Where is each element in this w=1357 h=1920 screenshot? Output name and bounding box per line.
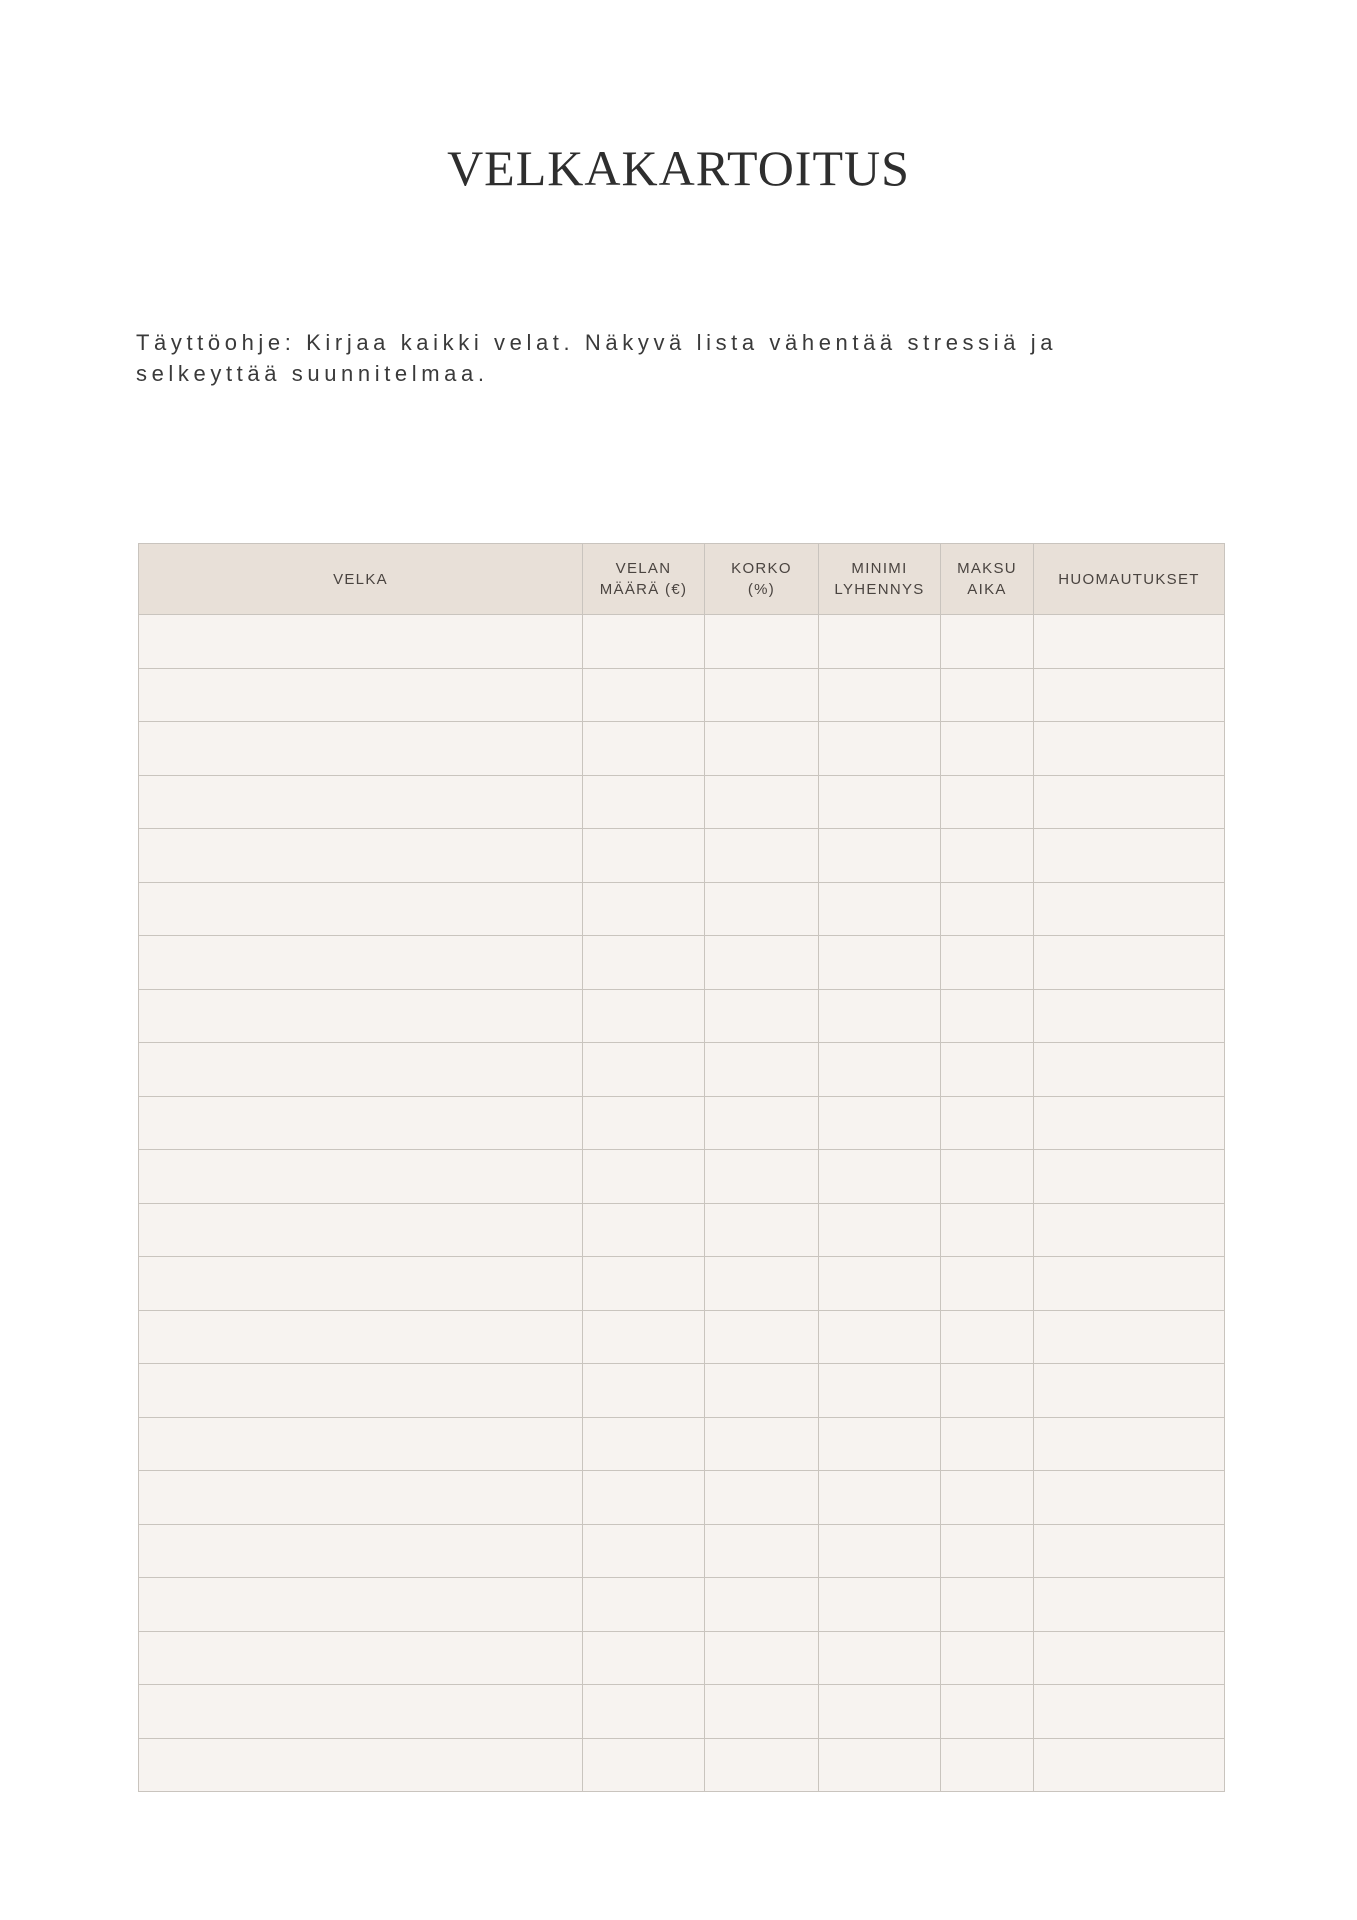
cell-korko[interactable] <box>705 722 819 776</box>
cell-huomautukset[interactable] <box>1034 615 1225 669</box>
cell-huomautukset[interactable] <box>1034 829 1225 883</box>
cell-korko[interactable] <box>705 1738 819 1792</box>
table-row <box>139 1150 1225 1204</box>
cell-korko[interactable] <box>705 775 819 829</box>
table-row <box>139 1310 1225 1364</box>
cell-huomautukset[interactable] <box>1034 989 1225 1043</box>
cell-minimi-lyhennys[interactable] <box>819 775 941 829</box>
cell-velka[interactable] <box>139 1631 583 1685</box>
table-header <box>139 544 1225 615</box>
cell-velka[interactable] <box>139 1471 583 1525</box>
header-maksu-line2: AIKA <box>967 581 1007 598</box>
header-velka <box>139 544 583 615</box>
cell-velan-maara[interactable] <box>583 1578 705 1632</box>
cell-minimi-lyhennys[interactable] <box>819 936 941 990</box>
cell-velka[interactable] <box>139 1096 583 1150</box>
cell-velka[interactable] <box>139 1310 583 1364</box>
cell-korko[interactable] <box>705 1578 819 1632</box>
page-title: VELKAKARTOITUS <box>447 140 910 196</box>
cell-minimi-lyhennys[interactable] <box>819 829 941 883</box>
cell-korko[interactable] <box>705 989 819 1043</box>
cell-maksu-aika[interactable] <box>941 1364 1034 1418</box>
cell-velan-maara[interactable] <box>583 1043 705 1097</box>
cell-minimi-lyhennys[interactable] <box>819 1471 941 1525</box>
cell-korko[interactable] <box>705 882 819 936</box>
cell-korko[interactable] <box>705 1685 819 1739</box>
cell-korko[interactable] <box>705 1096 819 1150</box>
cell-maksu-aika[interactable] <box>941 1631 1034 1685</box>
cell-velan-maara[interactable] <box>583 1417 705 1471</box>
cell-huomautukset[interactable] <box>1034 1417 1225 1471</box>
cell-maksu-aika[interactable] <box>941 1043 1034 1097</box>
cell-huomautukset[interactable] <box>1034 775 1225 829</box>
cell-minimi-lyhennys[interactable] <box>819 1043 941 1097</box>
table-row <box>139 722 1225 776</box>
cell-velan-maara[interactable] <box>583 1203 705 1257</box>
cell-velan-maara[interactable] <box>583 1096 705 1150</box>
cell-korko[interactable] <box>705 1257 819 1311</box>
table-row <box>139 1738 1225 1792</box>
cell-velka[interactable] <box>139 722 583 776</box>
cell-velan-maara[interactable] <box>583 1150 705 1204</box>
cell-maksu-aika[interactable] <box>941 1738 1034 1792</box>
header-maksu-aika <box>941 544 1034 615</box>
cell-maksu-aika[interactable] <box>941 1524 1034 1578</box>
cell-velka[interactable] <box>139 775 583 829</box>
cell-velan-maara[interactable] <box>583 1364 705 1418</box>
cell-maksu-aika[interactable] <box>941 1310 1034 1364</box>
cell-korko[interactable] <box>705 1150 819 1204</box>
cell-maksu-aika[interactable] <box>941 1257 1034 1311</box>
header-velan-maara-line2: MÄÄRÄ (€) <box>599 581 688 598</box>
cell-minimi-lyhennys[interactable] <box>819 1524 941 1578</box>
cell-velan-maara[interactable] <box>583 775 705 829</box>
cell-korko[interactable] <box>705 1524 819 1578</box>
cell-maksu-aika[interactable] <box>941 615 1034 669</box>
cell-maksu-aika[interactable] <box>941 1417 1034 1471</box>
cell-huomautukset[interactable] <box>1034 1150 1225 1204</box>
cell-velka[interactable] <box>139 1685 583 1739</box>
table-row <box>139 936 1225 990</box>
cell-minimi-lyhennys[interactable] <box>819 615 941 669</box>
cell-minimi-lyhennys[interactable] <box>819 1578 941 1632</box>
table-row <box>139 615 1225 669</box>
cell-velka[interactable] <box>139 1203 583 1257</box>
cell-velka[interactable] <box>139 989 583 1043</box>
cell-velka[interactable] <box>139 1364 583 1418</box>
cell-velka[interactable] <box>139 1043 583 1097</box>
cell-velka[interactable] <box>139 1738 583 1792</box>
cell-maksu-aika[interactable] <box>941 1150 1034 1204</box>
cell-velka[interactable] <box>139 1578 583 1632</box>
cell-maksu-aika[interactable] <box>941 829 1034 883</box>
cell-velan-maara[interactable] <box>583 1631 705 1685</box>
cell-korko[interactable] <box>705 615 819 669</box>
cell-huomautukset[interactable] <box>1034 1203 1225 1257</box>
cell-huomautukset[interactable] <box>1034 1364 1225 1418</box>
cell-maksu-aika[interactable] <box>941 989 1034 1043</box>
cell-velan-maara[interactable] <box>583 989 705 1043</box>
cell-minimi-lyhennys[interactable] <box>819 1150 941 1204</box>
header-velan-maara-line1: VELAN <box>615 560 672 577</box>
cell-huomautukset[interactable] <box>1034 1471 1225 1525</box>
cell-korko[interactable] <box>705 1203 819 1257</box>
cell-maksu-aika[interactable] <box>941 1578 1034 1632</box>
cell-minimi-lyhennys[interactable] <box>819 1096 941 1150</box>
cell-minimi-lyhennys[interactable] <box>819 1685 941 1739</box>
cell-velka[interactable] <box>139 936 583 990</box>
header-korko <box>705 544 819 615</box>
cell-huomautukset[interactable] <box>1034 1310 1225 1364</box>
cell-minimi-lyhennys[interactable] <box>819 1257 941 1311</box>
cell-velka[interactable] <box>139 829 583 883</box>
cell-minimi-lyhennys[interactable] <box>819 1631 941 1685</box>
cell-velan-maara[interactable] <box>583 936 705 990</box>
cell-velan-maara[interactable] <box>583 1310 705 1364</box>
cell-huomautukset[interactable] <box>1034 882 1225 936</box>
table-row <box>139 775 1225 829</box>
cell-huomautukset[interactable] <box>1034 1578 1225 1632</box>
cell-velan-maara[interactable] <box>583 1524 705 1578</box>
cell-minimi-lyhennys[interactable] <box>819 989 941 1043</box>
cell-minimi-lyhennys[interactable] <box>819 882 941 936</box>
table-row <box>139 1364 1225 1418</box>
cell-maksu-aika[interactable] <box>941 668 1034 722</box>
table-row <box>139 1631 1225 1685</box>
table-row <box>139 1417 1225 1471</box>
cell-minimi-lyhennys[interactable] <box>819 1310 941 1364</box>
cell-velka[interactable] <box>139 615 583 669</box>
cell-korko[interactable] <box>705 668 819 722</box>
table-row <box>139 1524 1225 1578</box>
instructions-line-1: Täyttöohje: Kirjaa kaikki velat. Näkyvä lista vähentää stressiä ja <box>136 330 1058 355</box>
header-huomautukset-label: HUOMAUTUKSET <box>1058 570 1200 588</box>
header-row <box>139 544 1225 615</box>
cell-minimi-lyhennys[interactable] <box>819 668 941 722</box>
cell-velan-maara[interactable] <box>583 829 705 883</box>
instructions-line-2: selkeyttää suunnitelmaa. <box>136 361 489 386</box>
cell-velan-maara[interactable] <box>583 882 705 936</box>
cell-huomautukset[interactable] <box>1034 1257 1225 1311</box>
cell-minimi-lyhennys[interactable] <box>819 1417 941 1471</box>
cell-velka[interactable] <box>139 1417 583 1471</box>
cell-korko[interactable] <box>705 1043 819 1097</box>
cell-minimi-lyhennys[interactable] <box>819 1738 941 1792</box>
cell-korko[interactable] <box>705 1631 819 1685</box>
cell-korko[interactable] <box>705 1471 819 1525</box>
cell-minimi-lyhennys[interactable] <box>819 1203 941 1257</box>
cell-huomautukset[interactable] <box>1034 1631 1225 1685</box>
cell-maksu-aika[interactable] <box>941 882 1034 936</box>
debt-table-container <box>138 543 1224 1792</box>
cell-korko[interactable] <box>705 1310 819 1364</box>
instructions-text <box>136 327 1216 389</box>
cell-huomautukset[interactable] <box>1034 1524 1225 1578</box>
cell-maksu-aika[interactable] <box>941 1203 1034 1257</box>
table-row <box>139 1257 1225 1311</box>
cell-velka[interactable] <box>139 1524 583 1578</box>
cell-velan-maara[interactable] <box>583 1471 705 1525</box>
header-minimi-lyhennys <box>819 544 941 615</box>
cell-minimi-lyhennys[interactable] <box>819 722 941 776</box>
table-body <box>139 615 1225 1792</box>
cell-korko[interactable] <box>705 1364 819 1418</box>
cell-velan-maara[interactable] <box>583 1738 705 1792</box>
cell-maksu-aika[interactable] <box>941 1096 1034 1150</box>
cell-huomautukset[interactable] <box>1034 1685 1225 1739</box>
header-korko-line1: KORKO <box>731 560 792 577</box>
table-row <box>139 1043 1225 1097</box>
cell-maksu-aika[interactable] <box>941 1685 1034 1739</box>
cell-korko[interactable] <box>705 1417 819 1471</box>
cell-huomautukset[interactable] <box>1034 1043 1225 1097</box>
table-row <box>139 882 1225 936</box>
cell-maksu-aika[interactable] <box>941 722 1034 776</box>
cell-velan-maara[interactable] <box>583 615 705 669</box>
cell-maksu-aika[interactable] <box>941 936 1034 990</box>
table-row <box>139 1471 1225 1525</box>
cell-huomautukset[interactable] <box>1034 1738 1225 1792</box>
cell-huomautukset[interactable] <box>1034 936 1225 990</box>
cell-velan-maara[interactable] <box>583 668 705 722</box>
cell-velka[interactable] <box>139 668 583 722</box>
cell-huomautukset[interactable] <box>1034 1096 1225 1150</box>
cell-minimi-lyhennys[interactable] <box>819 1364 941 1418</box>
cell-velan-maara[interactable] <box>583 722 705 776</box>
header-minimi-line1: MINIMI <box>851 560 908 577</box>
table-row <box>139 1685 1225 1739</box>
table-row <box>139 989 1225 1043</box>
cell-maksu-aika[interactable] <box>941 775 1034 829</box>
cell-huomautukset[interactable] <box>1034 668 1225 722</box>
table-row <box>139 1096 1225 1150</box>
header-huomautukset <box>1034 544 1225 615</box>
table-row <box>139 1578 1225 1632</box>
cell-maksu-aika[interactable] <box>941 1471 1034 1525</box>
cell-velka[interactable] <box>139 1257 583 1311</box>
table-row <box>139 668 1225 722</box>
cell-velka[interactable] <box>139 882 583 936</box>
header-velka-label: VELKA <box>333 570 388 588</box>
cell-velan-maara[interactable] <box>583 1257 705 1311</box>
header-korko-line2: (%) <box>747 581 776 598</box>
cell-velan-maara[interactable] <box>583 1685 705 1739</box>
cell-velka[interactable] <box>139 1150 583 1204</box>
header-minimi-line2: LYHENNYS <box>834 581 925 598</box>
table-row <box>139 1203 1225 1257</box>
cell-huomautukset[interactable] <box>1034 722 1225 776</box>
header-maksu-line1: MAKSU <box>957 560 1017 577</box>
cell-korko[interactable] <box>705 936 819 990</box>
cell-korko[interactable] <box>705 829 819 883</box>
debt-table <box>138 543 1225 1792</box>
header-velan-maara <box>583 544 705 615</box>
table-row <box>139 829 1225 883</box>
